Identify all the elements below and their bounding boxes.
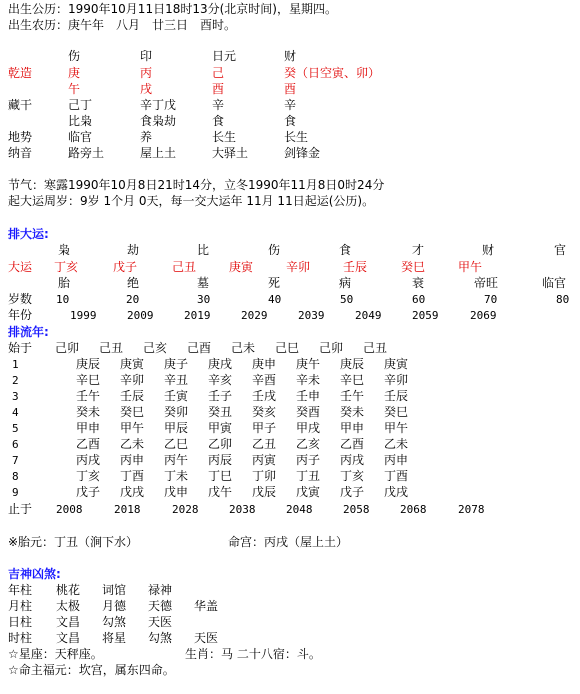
liunian-start: 己亥 <box>143 341 168 355</box>
liunian-cell: 壬辰 <box>120 389 145 403</box>
dayun-age: 40 <box>268 293 282 306</box>
liunian-cell: 乙未 <box>384 437 409 451</box>
liunian-cell: 辛丑 <box>164 373 189 387</box>
pillar-zhi-day: 酉 <box>212 82 225 96</box>
liunian-cell: 丁亥 <box>340 469 365 483</box>
dayun-age: 10 <box>56 293 70 306</box>
liunian-cell: 庚寅 <box>384 357 409 371</box>
liunian-row-label: 2 <box>12 374 19 387</box>
liunian-cell: 丙申 <box>384 453 409 467</box>
dayun-ganzhi: 丁亥 <box>54 260 79 274</box>
dayun-age: 80 <box>556 293 570 306</box>
qianzao-label: 乾造 <box>8 66 33 80</box>
shensha-item: 天德 <box>148 599 173 613</box>
liunian-row-label: 7 <box>12 454 19 467</box>
shensha-item: 禄神 <box>148 583 173 597</box>
liunian-cell: 辛巳 <box>76 373 101 387</box>
liunian-end: 2058 <box>343 503 370 516</box>
dayun-changsheng: 墓 <box>197 276 210 290</box>
canggan-month: 辛丁戊 <box>140 98 177 112</box>
canggan-ss-month: 食枭劫 <box>140 114 177 128</box>
liunian-cell: 癸巳 <box>384 405 409 419</box>
dayun-ganzhi: 辛卯 <box>286 260 311 274</box>
dayun-ganzhi: 己丑 <box>172 260 197 274</box>
pillar-gan-hour: 癸（日空寅、卯） <box>284 66 381 80</box>
liunian-cell: 癸卯 <box>164 405 189 419</box>
liunian-row-label: 3 <box>12 390 19 403</box>
liunian-end: 2008 <box>56 503 83 516</box>
liunian-cell: 乙巳 <box>164 437 189 451</box>
liunian-cell: 丙寅 <box>252 453 277 467</box>
pillar-shishen-hour: 财 <box>284 49 297 63</box>
qiyun-line: 起大运周岁：9岁 1个月 0天，每一交大运年 11月 11日起运(公历)。 <box>8 194 375 208</box>
liunian-end: 2028 <box>172 503 199 516</box>
liunian-cell: 癸巳 <box>120 405 145 419</box>
liunian-cell: 庚午 <box>296 357 321 371</box>
nayin-hour: 剑锋金 <box>284 146 321 160</box>
liunian-cell: 戊子 <box>340 485 365 499</box>
liunian-cell: 甲申 <box>340 421 365 435</box>
liunian-end: 2038 <box>229 503 256 516</box>
liunian-cell: 壬子 <box>208 389 233 403</box>
pillar-shishen-year: 伤 <box>68 49 81 63</box>
dayun-shishen: 伤 <box>268 243 281 257</box>
dayun-shishen: 官 <box>554 243 567 257</box>
taiyuan-text: ※胎元：丁丑（涧下水） <box>8 535 139 549</box>
nayin-day: 大驿土 <box>212 146 249 160</box>
liunian-cell: 丁巳 <box>208 469 233 483</box>
liunian-cell: 庚戌 <box>208 357 233 371</box>
dayun-shishen: 劫 <box>127 243 140 257</box>
liunian-end: 2048 <box>286 503 313 516</box>
liunian-cell: 辛巳 <box>340 373 365 387</box>
liunian-cell: 丙戌 <box>340 453 365 467</box>
liunian-row-label: 9 <box>12 486 19 499</box>
lunar-birth-line: 出生农历：庚午年 八月 廿三日 酉时。 <box>8 18 237 32</box>
liunian-cell: 丁亥 <box>76 469 101 483</box>
dayun-year-label: 年份 <box>8 308 33 322</box>
liunian-cell: 丙戌 <box>76 453 101 467</box>
liunian-cell: 辛亥 <box>208 373 233 387</box>
liunian-end-label: 止于 <box>8 502 33 516</box>
liunian-cell: 丁未 <box>164 469 189 483</box>
pillar-zhi-month: 戌 <box>140 82 153 96</box>
liunian-cell: 戊戌 <box>120 485 145 499</box>
shensha-pillar-label: 时柱 <box>8 631 33 645</box>
liunian-cell: 戊子 <box>76 485 101 499</box>
shensha-item: 勾煞 <box>148 631 173 645</box>
dayun-changsheng: 胎 <box>58 276 71 290</box>
liunian-cell: 甲申 <box>76 421 101 435</box>
liunian-cell: 戊戌 <box>384 485 409 499</box>
liunian-cell: 乙卯 <box>208 437 233 451</box>
dayun-changsheng: 临官 <box>542 276 567 290</box>
dayun-shishen: 比 <box>197 243 210 257</box>
dayun-ganzhi: 戊子 <box>113 260 138 274</box>
pillar-gan-year: 庚 <box>68 66 81 80</box>
canggan-label: 藏干 <box>8 98 33 112</box>
liunian-start: 己卯 <box>55 341 80 355</box>
liunian-row-label: 4 <box>12 406 19 419</box>
liunian-start-label: 始于 <box>8 341 33 355</box>
dishi-day: 长生 <box>212 130 237 144</box>
dayun-year: 2069 <box>470 309 497 322</box>
liunian-cell: 壬午 <box>76 389 101 403</box>
shensha-item: 太极 <box>56 599 81 613</box>
shensha-pillar-label: 年柱 <box>8 583 33 597</box>
liunian-cell: 甲子 <box>252 421 277 435</box>
liunian-cell: 戊申 <box>164 485 189 499</box>
liunian-row-label: 1 <box>12 358 19 371</box>
liunian-cell: 戊辰 <box>252 485 277 499</box>
liunian-cell: 辛酉 <box>252 373 277 387</box>
liunian-cell: 乙丑 <box>252 437 277 451</box>
dayun-age: 50 <box>340 293 354 306</box>
liunian-row-label: 5 <box>12 422 19 435</box>
liunian-cell: 乙酉 <box>340 437 365 451</box>
liunian-cell: 乙酉 <box>76 437 101 451</box>
solar-birth-line: 出生公历：1990年10月11日18时13分(北京时间)，星期四。 <box>8 2 337 16</box>
liunian-cell: 丁卯 <box>252 469 277 483</box>
liunian-end: 2068 <box>400 503 427 516</box>
liunian-cell: 庚寅 <box>120 357 145 371</box>
dayun-changsheng: 病 <box>339 276 352 290</box>
liunian-cell: 癸酉 <box>296 405 321 419</box>
liunian-cell: 辛卯 <box>120 373 145 387</box>
dayun-changsheng: 衰 <box>412 276 425 290</box>
minggua-text: ☆命主福元：坎宫，属东四命。 <box>8 663 175 677</box>
dayun-ganzhi: 壬辰 <box>343 260 368 274</box>
dayun-changsheng: 帝旺 <box>474 276 499 290</box>
shensha-item: 文昌 <box>56 615 81 629</box>
dayun-label: 大运 <box>8 260 33 274</box>
dayun-age: 60 <box>412 293 426 306</box>
dishi-year: 临官 <box>68 130 93 144</box>
liunian-cell: 丙辰 <box>208 453 233 467</box>
liunian-cell: 壬辰 <box>384 389 409 403</box>
liunian-end: 2018 <box>114 503 141 516</box>
liunian-cell: 辛未 <box>296 373 321 387</box>
liunian-cell: 乙亥 <box>296 437 321 451</box>
nayin-month: 屋上土 <box>140 146 177 160</box>
dayun-year: 2049 <box>355 309 382 322</box>
liunian-cell: 丙申 <box>120 453 145 467</box>
shensha-pillar-label: 日柱 <box>8 615 33 629</box>
liunian-cell: 癸丑 <box>208 405 233 419</box>
liunian-cell: 丙午 <box>164 453 189 467</box>
xingzuo-text: ☆星座：天秤座。 <box>8 647 103 661</box>
dayun-shishen: 才 <box>412 243 425 257</box>
liunian-cell: 庚申 <box>252 357 277 371</box>
liunian-cell: 壬寅 <box>164 389 189 403</box>
pillar-gan-month: 丙 <box>140 66 153 80</box>
dayun-year: 2029 <box>241 309 268 322</box>
nayin-label: 纳音 <box>8 146 33 160</box>
liunian-cell: 癸未 <box>340 405 365 419</box>
liunian-cell: 丁酉 <box>120 469 145 483</box>
liunian-cell: 甲寅 <box>208 421 233 435</box>
minggong-text: 命宫：丙戌（屋上土） <box>228 535 349 549</box>
liunian-cell: 戊午 <box>208 485 233 499</box>
liunian-cell: 庚辰 <box>76 357 101 371</box>
shensha-item: 文昌 <box>56 631 81 645</box>
shensha-item: 月德 <box>102 599 127 613</box>
shensha-item: 桃花 <box>56 583 81 597</box>
liunian-row-label: 8 <box>12 470 19 483</box>
jieqi-line: 节气：寒露1990年10月8日21时14分，立冬1990年11月8日0时24分 <box>8 178 385 192</box>
dayun-age-label: 岁数 <box>8 292 33 306</box>
liunian-cell: 庚子 <box>164 357 189 371</box>
pillar-shishen-month: 印 <box>140 49 153 63</box>
liunian-cell: 癸未 <box>76 405 101 419</box>
liunian-start: 己丑 <box>363 341 388 355</box>
dayun-age: 30 <box>197 293 211 306</box>
shensha-item: 天医 <box>148 615 173 629</box>
liunian-cell: 壬戌 <box>252 389 277 403</box>
dayun-shishen: 枭 <box>58 243 71 257</box>
liunian-cell: 庚辰 <box>340 357 365 371</box>
dayun-year: 2019 <box>184 309 211 322</box>
canggan-ss-day: 食 <box>212 114 225 128</box>
liunian-cell: 戊寅 <box>296 485 321 499</box>
dayun-ganzhi: 癸巳 <box>401 260 426 274</box>
liunian-cell: 辛卯 <box>384 373 409 387</box>
pillar-gan-day: 己 <box>212 66 225 80</box>
dayun-ganzhi: 庚寅 <box>229 260 254 274</box>
liunian-title: 排流年: <box>8 325 49 339</box>
pillar-shishen-day: 日元 <box>212 49 237 63</box>
dayun-shishen: 食 <box>339 243 352 257</box>
dayun-year: 2039 <box>298 309 325 322</box>
dishi-label: 地势 <box>8 130 33 144</box>
liunian-cell: 乙未 <box>120 437 145 451</box>
dayun-ganzhi: 甲午 <box>458 260 483 274</box>
shensha-pillar-label: 月柱 <box>8 599 33 613</box>
canggan-ss-hour: 食 <box>284 114 297 128</box>
dayun-year: 1999 <box>70 309 97 322</box>
canggan-year: 己丁 <box>68 98 93 112</box>
liunian-cell: 甲午 <box>120 421 145 435</box>
dishi-hour: 长生 <box>284 130 309 144</box>
liunian-start: 己丑 <box>99 341 124 355</box>
shensha-item: 天医 <box>194 631 219 645</box>
pillar-zhi-year: 午 <box>68 82 81 96</box>
dayun-shishen: 财 <box>482 243 495 257</box>
liunian-cell: 甲戌 <box>296 421 321 435</box>
canggan-day: 辛 <box>212 98 225 112</box>
shensha-item: 词馆 <box>102 583 127 597</box>
liunian-cell: 壬午 <box>340 389 365 403</box>
shengxiao-text: 生肖：马 二十八宿：斗。 <box>185 647 321 661</box>
liunian-end: 2078 <box>458 503 485 516</box>
liunian-start: 己未 <box>231 341 256 355</box>
liunian-cell: 丁丑 <box>296 469 321 483</box>
dayun-title: 排大运: <box>8 227 49 241</box>
dayun-age: 70 <box>484 293 498 306</box>
dayun-year: 2059 <box>412 309 439 322</box>
liunian-cell: 丙子 <box>296 453 321 467</box>
shensha-title: 吉神凶煞: <box>8 567 61 581</box>
dayun-changsheng: 绝 <box>127 276 140 290</box>
pillar-zhi-hour: 酉 <box>284 82 297 96</box>
nayin-year: 路旁土 <box>68 146 105 160</box>
liunian-cell: 丁酉 <box>384 469 409 483</box>
liunian-cell: 甲辰 <box>164 421 189 435</box>
liunian-cell: 癸亥 <box>252 405 277 419</box>
liunian-row-label: 6 <box>12 438 19 451</box>
shensha-item: 华盖 <box>194 599 219 613</box>
canggan-hour: 辛 <box>284 98 297 112</box>
liunian-cell: 甲午 <box>384 421 409 435</box>
dishi-month: 养 <box>140 130 153 144</box>
liunian-start: 己酉 <box>187 341 212 355</box>
shensha-item: 将星 <box>102 631 127 645</box>
liunian-start: 己卯 <box>319 341 344 355</box>
shensha-item: 勾煞 <box>102 615 127 629</box>
canggan-ss-year: 比枭 <box>68 114 93 128</box>
liunian-start: 己巳 <box>275 341 300 355</box>
dayun-year: 2009 <box>127 309 154 322</box>
liunian-cell: 壬申 <box>296 389 321 403</box>
dayun-age: 20 <box>126 293 140 306</box>
dayun-changsheng: 死 <box>268 276 281 290</box>
